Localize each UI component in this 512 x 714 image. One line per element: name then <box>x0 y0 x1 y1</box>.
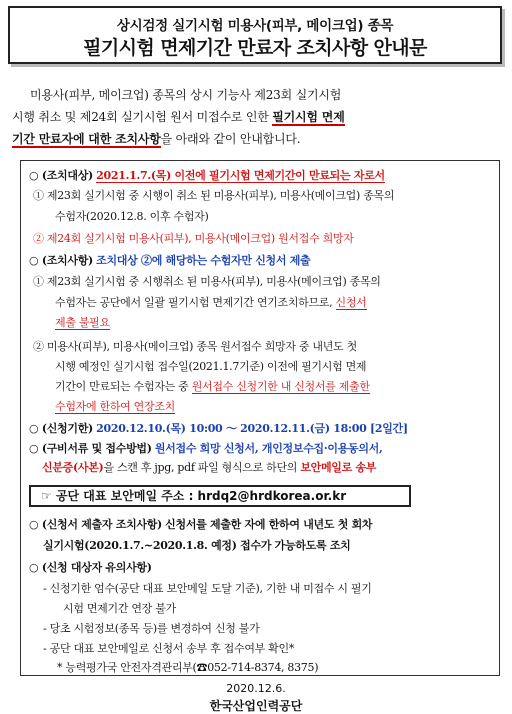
intro-line-1: 미용사(피부, 메이크업) 종목의 상시 기능사 제23회 실기시험 <box>30 88 342 102</box>
section-action-item-2-cont2 <box>55 378 370 394</box>
caution-item-2: - 당초 시험정보(종목 등)를 변경하여 신청 불가 <box>43 622 260 635</box>
section-action-item-2-cont: 시행 예정인 실기시험 접수일(2021.1.7기준) 이전에 필기시험 면제 <box>55 360 367 373</box>
highlight: 신분증(사본) <box>42 461 104 474</box>
section-label: ○ (구비서류 및 접수방법) <box>29 442 152 455</box>
section-action-heading <box>29 252 310 268</box>
section-action-item-1: ① 제23회 실기시험 중 시행취소 된 미용사(피부), 미용사(메이크업) 종목의 <box>33 275 381 288</box>
caution-item-1-cont: 시험 면제기간 연장 불가 <box>63 602 176 615</box>
section-deadline <box>29 420 408 436</box>
section-value: 2021.1.7.(목) 이전에 필기시험 면제기간이 만료되는 자로서 <box>96 169 385 182</box>
intro-text: 시행 취소 및 제24회 실기시험 원서 미접수로 인한 <box>12 110 273 124</box>
highlight: 제출 불필요 <box>55 316 110 329</box>
notice-box <box>20 160 500 676</box>
section-documents <box>29 440 383 456</box>
section-value: 신청서를 제출한 자에 한하여 내년도 첫 회차 <box>165 518 373 531</box>
section-action-item-1-cont <box>55 294 367 310</box>
organization-name: 한국산업인력공단 <box>209 699 303 713</box>
title-box <box>8 6 502 64</box>
title-subheading: 상시검정 실기시험 미용사(피부, 메이크업) 종목 <box>116 18 394 34</box>
section-target-heading <box>29 167 385 183</box>
section-value: 원서접수 희망 신청서, 개인정보수집·이용동의서, <box>154 442 383 455</box>
intro-text: 을 아래와 같이 안내합니다. <box>160 132 301 146</box>
highlight: 수험자에 한하여 연장조치 <box>55 400 175 413</box>
section-target-item-1-cont: 수험자(2020.12.8. 이후 수험자) <box>55 210 209 223</box>
email-address[interactable]: 공단 대표 보안메일 주소 : hrdq2@hrdkorea.or.kr <box>55 489 347 503</box>
section-documents-cont <box>42 459 376 475</box>
section-value: 조치대상 ②에 해당하는 수험자만 신청서 제출 <box>96 254 311 267</box>
intro-line-2 <box>12 106 498 128</box>
highlight: 신청서 <box>335 296 367 309</box>
section-label: ○ (신청서 제출자 조치사항) <box>29 518 162 531</box>
page-title: 필기시험 면제기간 만료자 조치사항 안내문 <box>83 37 427 59</box>
text: 을 스캔 후 jpg, pdf 파일 형식으로 하단의 <box>103 461 301 474</box>
caution-item-3: - 공단 대표 보안메일로 신청서 송부 후 접수여부 확인* <box>43 642 295 655</box>
intro-highlight: 필기시험 면제 <box>272 110 345 124</box>
text: 수험자는 공단에서 일괄 필기시험 면제기간 연기조치하므로, <box>55 296 336 309</box>
section-cautions-heading: ○ (신청 대상자 유의사항) <box>29 561 152 574</box>
section-target-item-2: ② 제24회 실기시험 미용사(피부), 미용사(메이크업) 원서접수 희망자 <box>33 232 354 245</box>
section-label: ○ (신청기한) <box>29 422 93 435</box>
highlight: 원서접수 신청기한 내 신청서를 제출한 <box>191 380 370 393</box>
section-action-item-2-end <box>55 398 175 414</box>
section-target-item-1: ① 제23회 실기시험 중 시행이 취소 된 미용사(피부), 미용사(메이크업) 종목의 <box>33 189 395 202</box>
section-action-item-2: ② 미용사(피부), 미용사(메이크업) 종목 원서접수 희망자 중 내년도 첫 <box>33 340 357 353</box>
section-value: 2020.12.10.(목) 10:00 ～ 2020.12.11.(금) 18:00 [2일간] <box>96 422 408 435</box>
highlight: 보안메일로 송부 <box>300 461 377 474</box>
section-applicant-action <box>29 516 372 532</box>
intro-line-3 <box>12 128 498 150</box>
text: 기간이 만료되는 수험자는 중 <box>55 380 192 393</box>
caution-note: * 능력평가국 안전자격관리부(☎052-714-8374, 8375) <box>57 661 319 674</box>
notice-date: 2020.12.6. <box>226 682 286 695</box>
caution-item-1: - 신청기한 엄수(공단 대표 보안메일 도달 기준), 기한 내 미접수 시 필기 <box>43 582 372 595</box>
section-label: ○ (조치사항) <box>29 254 93 267</box>
section-action-item-1-end <box>55 314 110 330</box>
email-box <box>29 485 411 507</box>
section-applicant-action-cont: 실기시험(2020.1.7.~2020.1.8. 예정) 접수가 가능하도록 조치 <box>43 539 351 552</box>
intro-highlight: 기간 만료자에 대한 조치사항 <box>12 132 161 146</box>
section-label: ○ (조치대상) <box>29 169 93 182</box>
pointing-hand-icon: ☞ <box>41 489 56 503</box>
intro-paragraph <box>12 84 498 150</box>
